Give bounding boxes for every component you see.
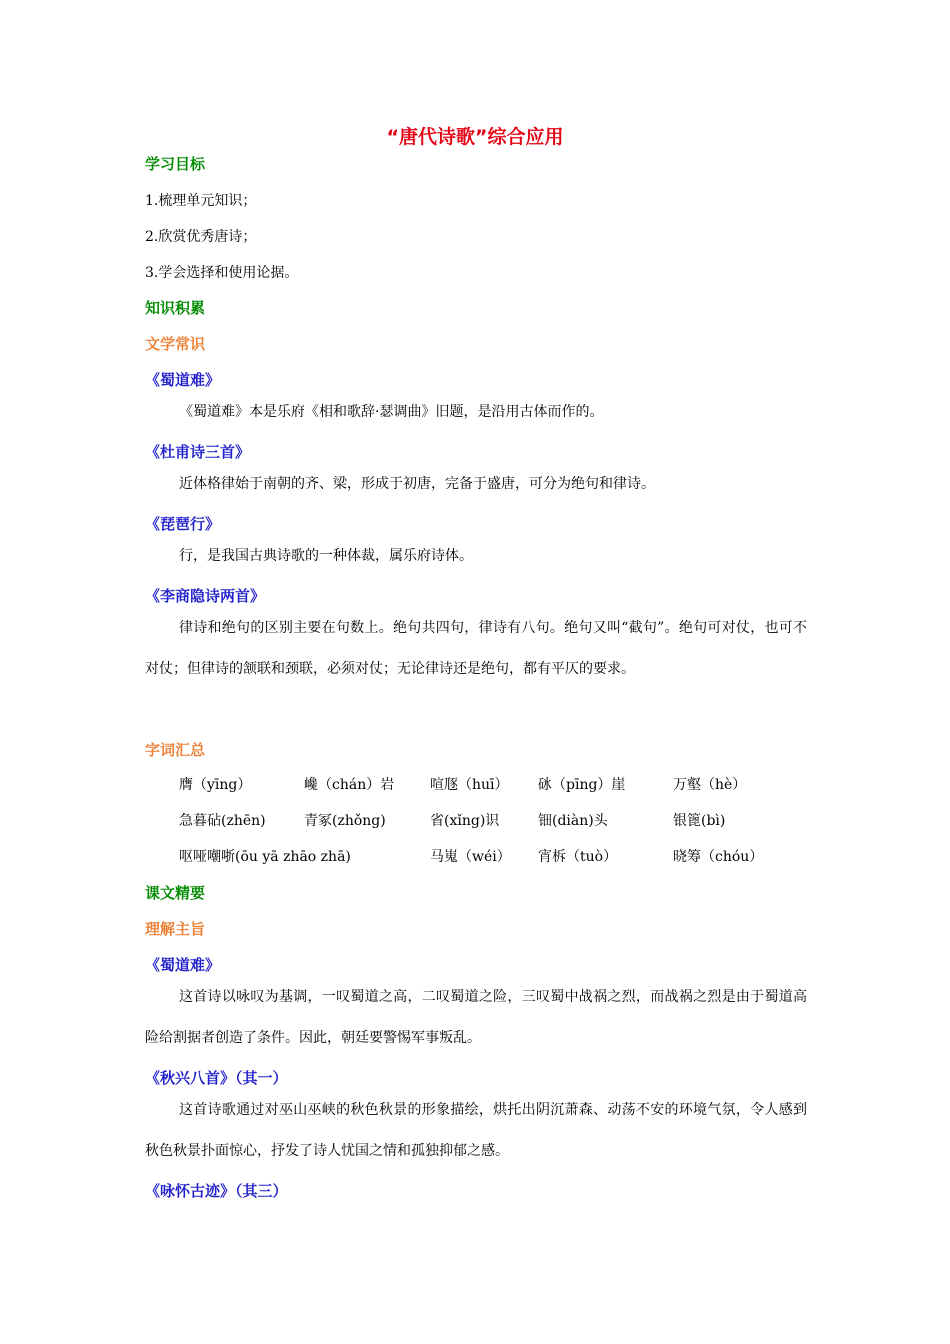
theme-title-shudaonan: 《蜀道难》 bbox=[145, 956, 221, 974]
lit-text-pipaxing: 行，是我国古典诗歌的一种体裁，属乐府诗体。 bbox=[179, 548, 473, 564]
essence-heading: 课文精要 bbox=[145, 884, 206, 902]
vocab-item: 喧豗（huī） bbox=[430, 777, 509, 793]
theme-title-qiuxing: 《秋兴八首》（其一） bbox=[145, 1069, 288, 1087]
vocab-item: 万壑（hè） bbox=[673, 777, 747, 793]
lit-text-lishangyin: 律诗和绝句的区别主要在句数上。绝句共四句，律诗有八句。绝句又叫“截句”。绝句可对仗，也可不对仗；但律诗的颔联和颈联，必须对仗；无论律诗还是绝句，都有平仄的要求。 bbox=[145, 620, 807, 677]
lit-text-dufu: 近体格律始于南朝的齐、梁，形成于初唐，完备于盛唐，可分为绝句和律诗。 bbox=[179, 476, 655, 492]
lit-title-pipaxing: 《琵琶行》 bbox=[145, 515, 221, 533]
theme-text-qiuxing: 这首诗歌通过对巫山巫峡的秋色秋景的形象描绘，烘托出阴沉萧森、动荡不安的环境气氛，令人感到秋色秋景扑面惊心，抒发了诗人忧国之情和孤独抑郁之感。 bbox=[145, 1102, 807, 1159]
vocab-item: 呕哑嘲哳(ōu yā zhāo zhā) bbox=[179, 849, 351, 865]
vocab-item: 膺（yīng） bbox=[179, 777, 252, 793]
lit-title-shudaonan: 《蜀道难》 bbox=[145, 371, 221, 389]
lit-text-shudaonan: 《蜀道难》本是乐府《相和歌辞·瑟调曲》旧题，是沿用古体而作的。 bbox=[179, 404, 604, 420]
goal-item: 3.学会选择和使用论据。 bbox=[145, 265, 299, 281]
theme-title-yonghuai: 《咏怀古迹》（其三） bbox=[145, 1182, 288, 1200]
literature-heading: 文学常识 bbox=[145, 335, 206, 353]
theme-text-shudaonan: 这首诗以咏叹为基调，一叹蜀道之高，二叹蜀道之险，三叹蜀中战祸之烈，而战祸之烈是由于蜀道高险给割据者创造了条件。因此，朝廷要警惕军事叛乱。 bbox=[145, 989, 807, 1046]
lit-title-dufu: 《杜甫诗三首》 bbox=[145, 443, 251, 461]
vocab-item: 砯（pīng）崖 bbox=[538, 777, 626, 793]
vocab-item: 青冢(zhǒng) bbox=[304, 813, 386, 829]
lit-title-lishangyin: 《李商隐诗两首》 bbox=[145, 587, 266, 605]
vocab-heading: 字词汇总 bbox=[145, 741, 206, 759]
knowledge-heading: 知识积累 bbox=[145, 299, 206, 317]
goal-item: 1.梳理单元知识； bbox=[145, 193, 257, 209]
theme-heading: 理解主旨 bbox=[145, 920, 206, 938]
document-title: “唐代诗歌”综合应用 bbox=[386, 126, 564, 148]
vocab-item: 马嵬（wéi） bbox=[430, 849, 511, 865]
goals-heading: 学习目标 bbox=[145, 155, 206, 173]
vocab-item: 晓筹（chóu） bbox=[673, 849, 764, 865]
vocab-item: 宵柝（tuò） bbox=[538, 849, 618, 865]
vocab-item: 省(xǐng)识 bbox=[430, 813, 500, 829]
vocab-item: 银篦(bì) bbox=[673, 813, 726, 829]
goal-item: 2.欣赏优秀唐诗； bbox=[145, 229, 257, 245]
vocab-item: 急暮砧(zhēn) bbox=[179, 813, 266, 829]
vocab-item: 钿(diàn)头 bbox=[538, 813, 608, 829]
vocab-item: 巉（chán）岩 bbox=[304, 777, 395, 793]
